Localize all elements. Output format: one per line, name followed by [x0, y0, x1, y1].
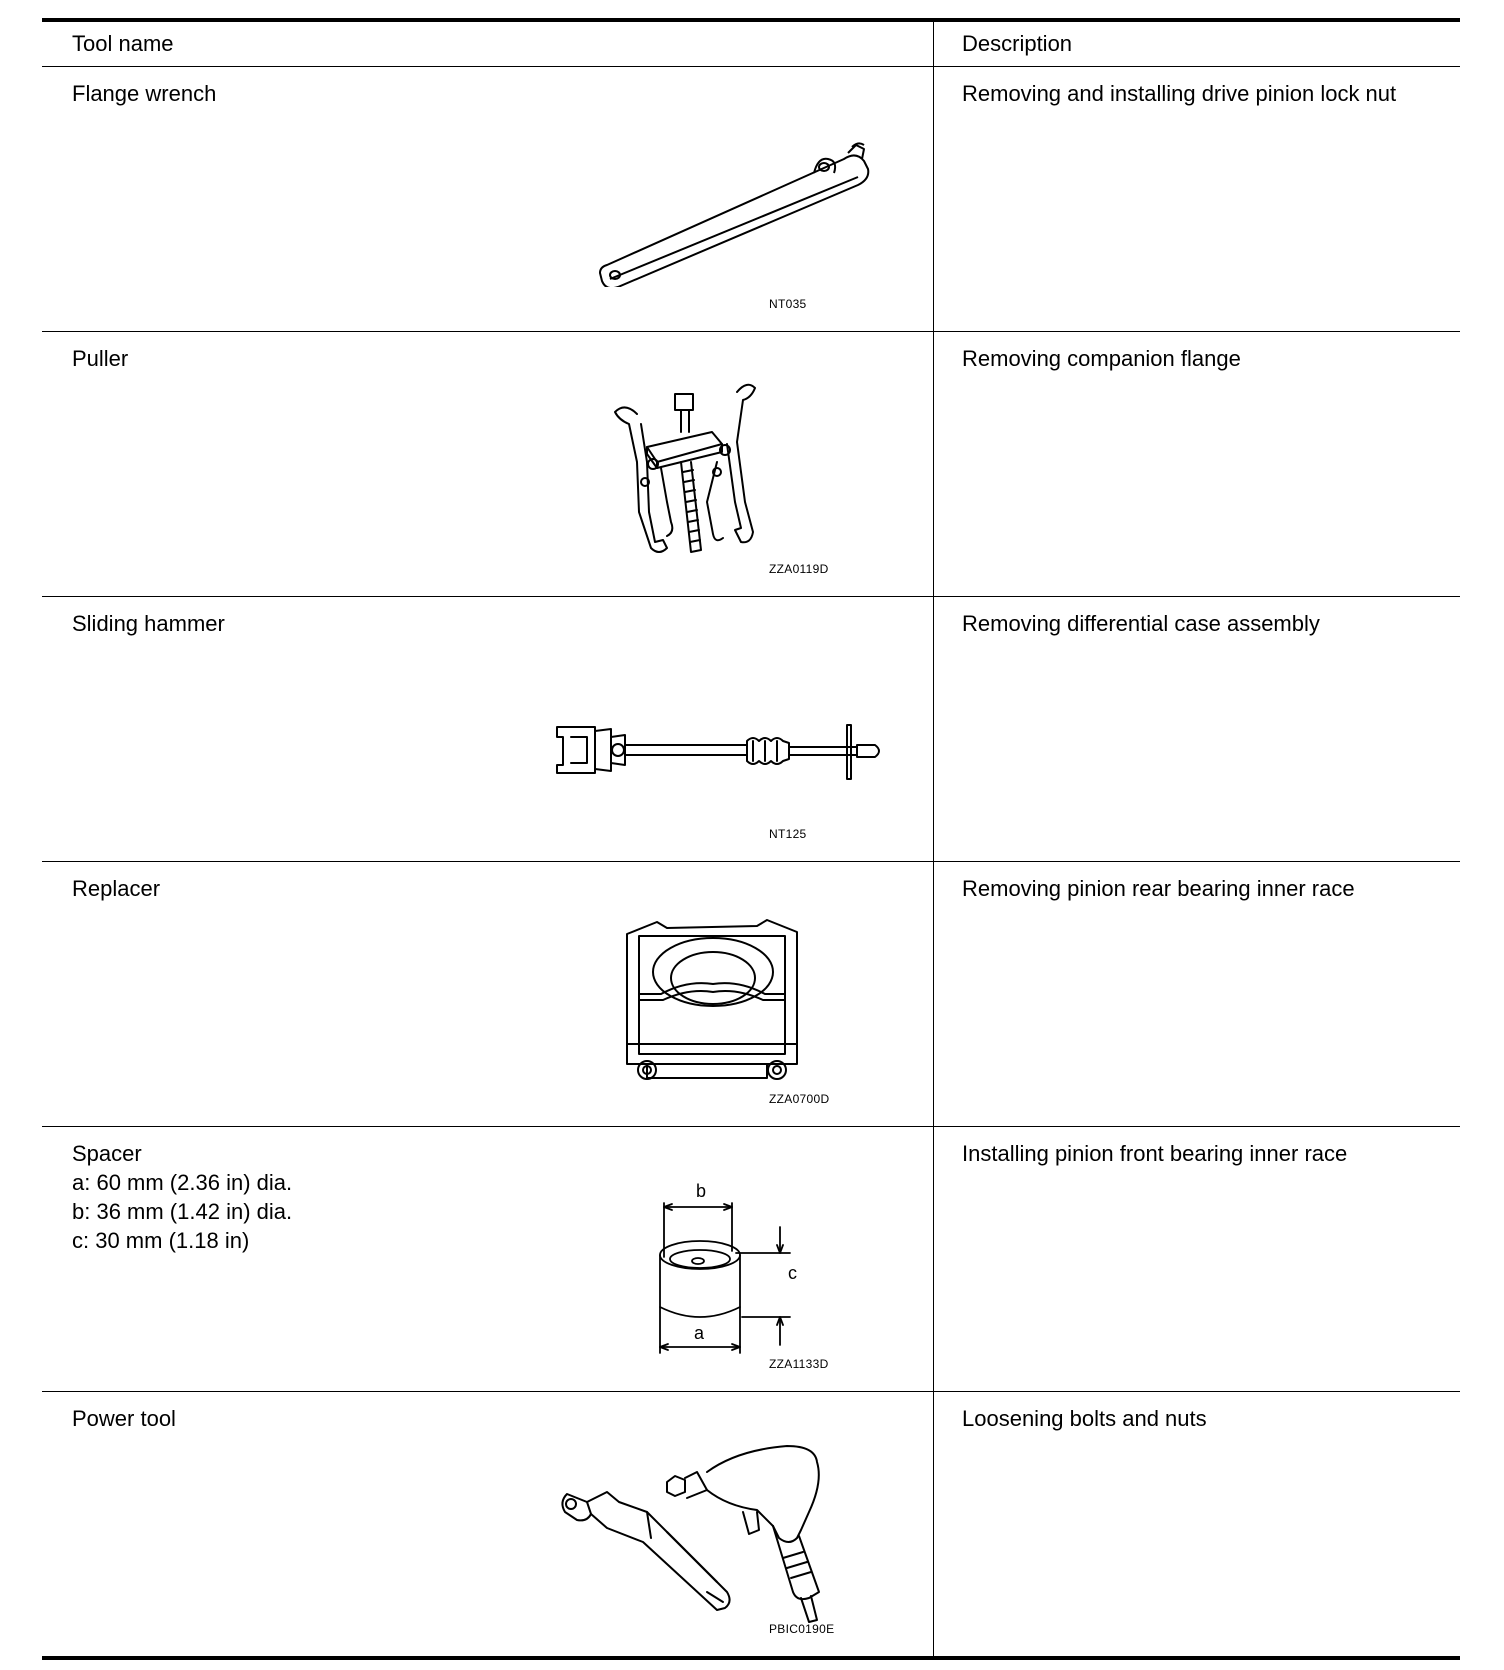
table-header — [42, 18, 1460, 67]
tool-name: Sliding hammer — [72, 611, 225, 636]
spacer-illustration — [650, 1167, 850, 1367]
table-row — [42, 862, 1460, 1127]
tool-description: Loosening bolts and nuts — [962, 1406, 1207, 1431]
tool-description: Removing companion flange — [962, 346, 1241, 371]
dimension-label-c: c — [788, 1263, 797, 1283]
figure-code: NT035 — [769, 297, 807, 311]
tool-description: Removing differential case assembly — [962, 611, 1320, 636]
dimension-label-b: b — [696, 1181, 707, 1201]
power-tool-illustration — [547, 1442, 877, 1642]
tool-name: Spacer a: 60 mm (2.36 in) dia. b: 36 mm (1.42 in) dia. c: 30 mm (1.18 in) — [72, 1141, 293, 1253]
tool-name: Power tool — [72, 1406, 176, 1431]
column-divider — [933, 1127, 934, 1391]
column-divider — [933, 1392, 934, 1656]
header-description: Description — [962, 31, 1073, 56]
column-divider — [933, 862, 934, 1126]
tool-name: Flange wrench — [72, 81, 217, 106]
figure-code: ZZA1133D — [769, 1357, 829, 1371]
replacer-illustration — [617, 914, 817, 1094]
special-tools-table — [42, 18, 1460, 1660]
sliding-hammer-illustration — [547, 707, 927, 787]
dimension-label-a: a — [694, 1323, 705, 1343]
tool-name: Replacer — [72, 876, 161, 901]
tool-description: Removing pinion rear bearing inner race — [962, 876, 1355, 901]
table-row — [42, 67, 1460, 332]
tool-description: Removing and installing drive pinion lock nut — [962, 81, 1397, 106]
column-divider — [933, 67, 934, 331]
flange-wrench-illustration — [552, 137, 892, 287]
figure-code: NT125 — [769, 827, 807, 841]
column-divider — [933, 332, 934, 596]
puller-illustration — [597, 372, 797, 562]
figure-code: ZZA0700D — [769, 1092, 830, 1106]
tool-description: Installing pinion front bearing inner race — [962, 1141, 1348, 1166]
column-divider — [933, 22, 934, 66]
table-row — [42, 1392, 1460, 1660]
figure-code: ZZA0119D — [769, 562, 829, 576]
table-row — [42, 597, 1460, 862]
table-row — [42, 332, 1460, 597]
figure-code: PBIC0190E — [769, 1622, 835, 1636]
tool-name: Puller — [72, 346, 129, 371]
table-row — [42, 1127, 1460, 1392]
column-divider — [933, 597, 934, 861]
header-tool-name: Tool name — [72, 31, 174, 56]
